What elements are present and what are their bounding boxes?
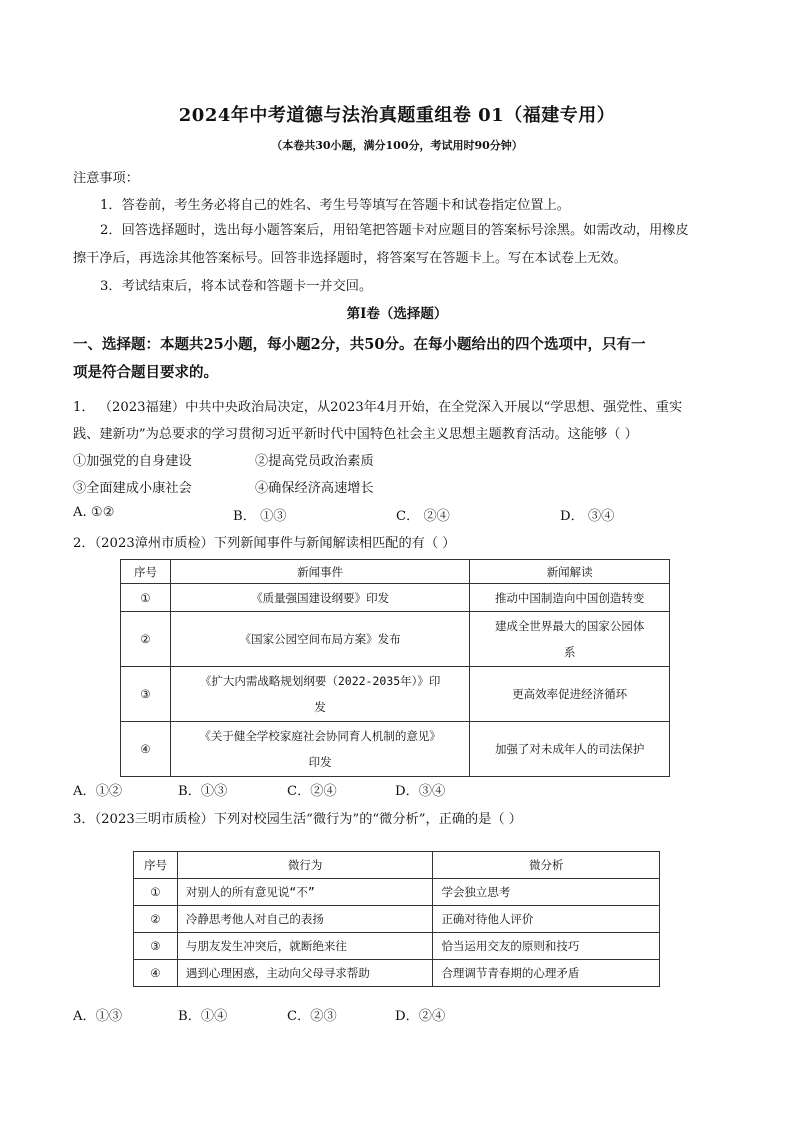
q3-header-act: 微行为 xyxy=(177,852,433,879)
table-row xyxy=(121,722,670,777)
table-row xyxy=(134,960,660,987)
table-row xyxy=(121,584,670,612)
q2-row4-num: ④ xyxy=(121,722,171,777)
q3-option-b[interactable]: B．①④ xyxy=(178,1009,228,1024)
q2-row4-event-line1: 《关于健全学校家庭社会协同育人机制的意见》 xyxy=(199,729,441,743)
q1-option-b[interactable]: B． ①③ xyxy=(233,509,287,524)
q2-row3-event xyxy=(170,667,469,722)
q2-row4-reading: 加强了对未成年人的司法保护 xyxy=(470,722,670,777)
q3-behavior-table xyxy=(133,851,660,987)
q3-row1-act: 对别人的所有意见说“不” xyxy=(177,879,433,906)
q3-option-a[interactable]: A．①③ xyxy=(73,1009,123,1024)
q3-row3-num: ③ xyxy=(134,933,178,960)
table-row xyxy=(134,906,660,933)
q2-header-event: 新闻事件 xyxy=(170,560,469,584)
q3-row2-act: 冷静思考他人对自己的表扬 xyxy=(177,906,433,933)
q2-row3-event-line2: 发 xyxy=(314,700,326,714)
exam-title: 2024年中考道德与法治真题重组卷 01（福建专用） xyxy=(178,105,616,126)
q2-option-b[interactable]: B．①③ xyxy=(178,784,228,799)
q3-stem: 3．（2023三明市质检）下列对校园生活“微行为”的“微分析”，正确的是（ ） xyxy=(73,812,522,827)
q3-row1-analysis: 学会独立思考 xyxy=(433,879,660,906)
section-instruction-line2: 项是符合题目要求的。 xyxy=(73,364,218,381)
q1-statement-4: ④确保经济高速增长 xyxy=(255,481,374,496)
q2-row2-reading xyxy=(470,612,670,667)
note-item-2-line1: 2．回答选择题时，选出每小题答案后，用铅笔把答题卡对应题目的答案标号涂黑。如需改动，用橡皮 xyxy=(100,223,689,238)
q2-row3-num: ③ xyxy=(121,667,171,722)
q2-option-c[interactable]: C．②④ xyxy=(287,784,337,799)
q2-row2-reading-line1: 建成全世界最大的国家公园体 xyxy=(494,619,645,633)
q2-news-table xyxy=(120,559,670,777)
q3-header-analysis: 微分析 xyxy=(433,852,660,879)
table-row xyxy=(134,933,660,960)
q2-row3-event-line1: 《扩大内需战略规划纲要（2022-2035年）》印 xyxy=(199,674,441,688)
q2-row2-reading-line2: 系 xyxy=(563,645,576,659)
q1-stem-line1: 1． （2023福建）中共中央政治局决定，从2023年4月开始，在全党深入开展以“学思想、强党性、重实 xyxy=(73,400,683,415)
q2-row3-reading: 更高效率促进经济循环 xyxy=(470,667,670,722)
q1-statement-3: ③全面建成小康社会 xyxy=(73,481,192,496)
q1-statement-2: ②提高党员政治素质 xyxy=(255,454,374,469)
q3-row2-num: ② xyxy=(134,906,178,933)
q2-stem: 2．（2023漳州市质检）下列新闻事件与新闻解读相匹配的有（ ） xyxy=(73,536,456,551)
volume-title: 第Ⅰ卷（选择题） xyxy=(346,306,448,322)
q2-row1-num: ① xyxy=(121,584,171,612)
q3-row3-analysis: 恰当运用交友的原则和技巧 xyxy=(433,933,660,960)
q3-table-header-row xyxy=(134,852,660,879)
note-item-3: 3．考试结束后，将本试卷和答题卡一并交回。 xyxy=(100,279,373,294)
q3-row1-num: ① xyxy=(134,879,178,906)
q1-option-c[interactable]: C． ②④ xyxy=(396,509,450,524)
q3-header-num: 序号 xyxy=(134,852,178,879)
q3-option-d[interactable]: D．②④ xyxy=(395,1009,446,1024)
q2-row4-event xyxy=(170,722,469,777)
q2-row1-reading: 推动中国制造向中国创造转变 xyxy=(470,584,670,612)
q3-row2-analysis: 正确对待他人评价 xyxy=(433,906,660,933)
note-item-1: 1．答卷前，考生务必将自己的姓名、考生号等填写在答题卡和试卷指定位置上。 xyxy=(100,198,570,213)
q2-row4-event-line2: 印发 xyxy=(308,755,332,769)
section-instruction-line1: 一、选择题：本题共25小题，每小题2分，共50分。在每小题给出的四个选项中，只有一 xyxy=(73,336,646,353)
table-row xyxy=(134,879,660,906)
exam-subtitle: （本卷共30小题，满分100分，考试用时90分钟） xyxy=(271,139,523,152)
q2-row1-event: 《质量强国建设纲要》印发 xyxy=(170,584,469,612)
notes-heading: 注意事项： xyxy=(73,171,139,186)
q3-option-c[interactable]: C．②③ xyxy=(287,1009,337,1024)
q2-table-header-row xyxy=(121,560,670,584)
q1-option-d[interactable]: D． ③④ xyxy=(560,509,615,524)
q1-option-a[interactable]: A. ①② xyxy=(73,505,115,520)
note-item-2-line2: 擦干净后，再选涂其他答案标号。回答非选择题时，将答案写在答题卡上。写在本试卷上无效。 xyxy=(73,251,627,266)
q2-row2-event: 《国家公园空间布局方案》发布 xyxy=(170,612,469,667)
q1-stem-line2: 践、建新功”为总要求的学习贯彻习近平新时代中国特色社会主义思想主题教育活动。这能够（ ） xyxy=(73,427,638,442)
q3-row4-analysis: 合理调节青春期的心理矛盾 xyxy=(433,960,660,987)
q3-row4-act: 遇到心理困惑，主动向父母寻求帮助 xyxy=(177,960,433,987)
q2-option-a[interactable]: A．①② xyxy=(73,784,123,799)
q3-row3-act: 与朋友发生冲突后，就断绝来往 xyxy=(177,933,433,960)
table-row xyxy=(121,667,670,722)
q2-row2-num: ② xyxy=(121,612,171,667)
q2-header-num: 序号 xyxy=(121,560,171,584)
q1-statement-1: ①加强党的自身建设 xyxy=(73,454,192,469)
q2-option-d[interactable]: D．③④ xyxy=(395,784,446,799)
q2-header-reading: 新闻解读 xyxy=(470,560,670,584)
table-row xyxy=(121,612,670,667)
q3-row4-num: ④ xyxy=(134,960,178,987)
